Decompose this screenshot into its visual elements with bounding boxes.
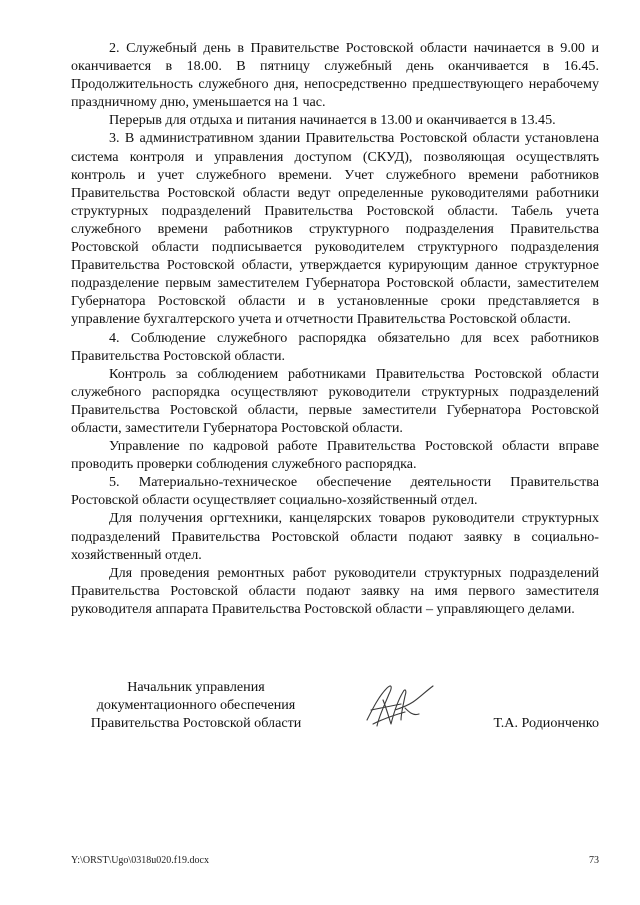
paragraph: Для получения оргтехники, канцелярских товаров руководители структурных подразделений Правительства Ростовской области подают заявку в социально-хозяйственный отдел. [71, 510, 599, 563]
paragraph: 3. В административном здании Правительства Ростовской области установлена система контроля и управления доступом (СКУД), позволяющая осуществлять контроль и учет служебного времени. Учет служебного времени работников Правительства Ростовской области ведут определенные руководителями работники структурных подразделений Правительства Ростовской области. Табель учета служебного времени работников структурного подразделения Правительства Ростовской области подписывается руководителем структурного подразделения Правительства Ростовской области, утверждается курирующим данное структурное подразделение первым заместителем Губернатора Ростовской области, заместителем Губернатора Ростовской области и в установленные сроки представляется в управление бухгалтерского учета и отчетности Правительства Ростовской области. [71, 130, 599, 328]
paragraph: 4. Соблюдение служебного распорядка обязательно для всех работников Правительства Ростовской области. [71, 329, 599, 364]
paragraph: 5. Материально-техническое обеспечение деятельности Правительства Ростовской области осуществляет социально-хозяйственный отдел. [71, 474, 599, 509]
paragraph: Для проведения ремонтных работ руководители структурных подразделений Правительства Ростовской области подают заявку на имя первого заместителя руководителя аппарата Правительства Ростовской области – управляющего делами. [71, 564, 599, 617]
paragraph: Управление по кадровой работе Правительства Ростовской области вправе проводить проверки соблюдения служебного распорядка. [71, 438, 599, 473]
signer-name: Т.А. Родионченко [493, 715, 599, 731]
signer-position-line: Правительства Ростовской области [90, 715, 302, 732]
handwritten-signature [361, 680, 441, 732]
document-body [71, 39, 599, 618]
paragraph: Контроль за соблюдением работниками Правительства Ростовской области служебного распорядка осуществляют руководители структурных подразделений Правительства Ростовской области, первые заместители Губернатора Ростовской области, заместители Губернатора Ростовской области. [71, 365, 599, 436]
signer-position [71, 678, 321, 732]
paragraph: 2. Служебный день в Правительстве Ростовской области начинается в 9.00 и оканчивается в 18.00. В пятницу служебный день оканчивается в 16.45. Продолжительность служебного дня, непосредственно предшествующего нерабочему праздничному дню, уменьшается на 1 час. [71, 40, 599, 111]
signer-position-line: Начальник управления [127, 679, 265, 695]
signer-position-line: документационного обеспечения [96, 697, 296, 714]
page-number: 73 [589, 855, 599, 866]
page-footer [71, 855, 599, 869]
paragraph: Перерыв для отдыха и питания начинается в 13.00 и оканчивается в 13.45. [109, 112, 556, 129]
signature-block [71, 678, 599, 738]
file-path: Y:\ORST\Ugo\0318u020.f19.docx [71, 855, 209, 866]
